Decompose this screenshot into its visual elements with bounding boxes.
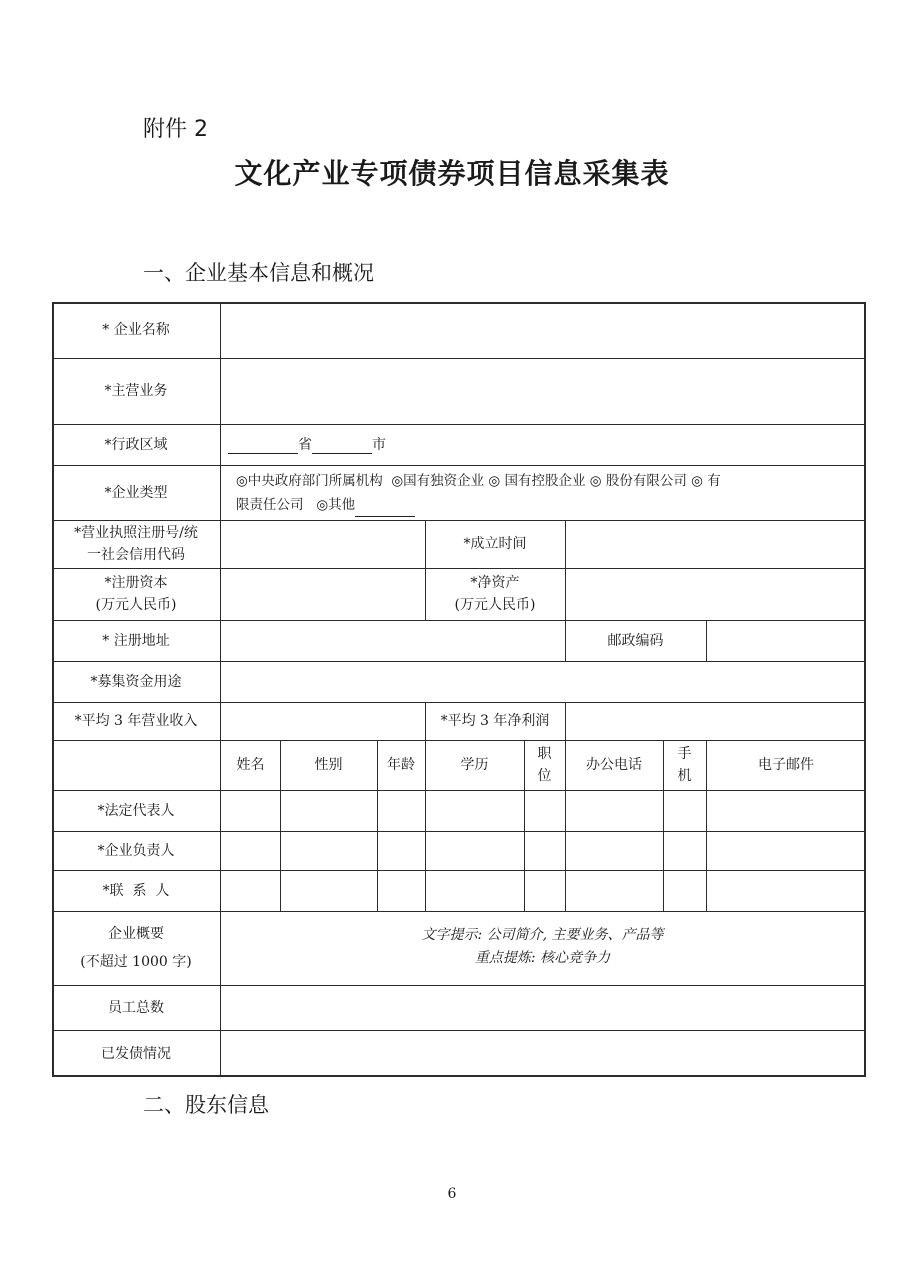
col-header-mobile	[663, 740, 706, 790]
type-options-line1[interactable]: ◎中央政府部门所属机构 ◎国有独资企业 ◎ 国有控股企业 ◎ 股份有限公司 ◎ 有	[236, 472, 721, 489]
label-company-name: * 企业名称	[102, 322, 170, 338]
section-heading-basic-info: 一、企业基本信息和概况	[143, 261, 374, 285]
label-fund-use: *募集资金用途	[90, 673, 182, 690]
field-bonds-issued[interactable]	[221, 1031, 864, 1075]
province-blank[interactable]	[228, 435, 298, 454]
field-fund-use[interactable]	[221, 662, 864, 702]
col-header-office-phone: 办公电话	[586, 757, 642, 773]
overview-hint-line1: 文字提示: 公司简介, 主要业务、产品等	[421, 927, 664, 943]
city-blank[interactable]	[312, 435, 372, 454]
label-overview-line1: 企业概要	[108, 926, 164, 942]
field-net-assets[interactable]	[566, 569, 864, 620]
company-type-options[interactable]	[236, 465, 856, 520]
label-license-line1: *营业执照注册号/统	[74, 525, 198, 541]
label-net-assets-line1: *净资产	[470, 575, 520, 591]
row-label-legal-representative: *法定代表人	[97, 802, 175, 819]
col-header-mobile-line1: 手	[677, 746, 692, 762]
field-license-number[interactable]	[221, 521, 425, 568]
label-postcode: 邮政编码	[607, 632, 664, 649]
field-postcode[interactable]	[707, 621, 864, 661]
label-avg-revenue: *平均 3 年营业收入	[74, 713, 198, 729]
field-registered-capital[interactable]	[221, 569, 425, 620]
label-main-business: *主营业务	[104, 383, 168, 399]
city-suffix: 市	[372, 436, 386, 453]
page-title: 文化产业专项债券项目信息采集表	[234, 157, 670, 190]
label-region: *行政区域	[104, 436, 168, 453]
label-established: *成立时间	[463, 536, 527, 552]
field-avg-revenue[interactable]	[221, 703, 425, 740]
label-employee-count: 员工总数	[108, 999, 164, 1016]
overview-hint-line2: 重点提炼: 核心竞争力	[474, 950, 611, 966]
field-established[interactable]	[566, 521, 864, 568]
col-header-position-line1: 职	[537, 746, 552, 762]
field-avg-profit[interactable]	[566, 703, 864, 740]
field-registered-address[interactable]	[221, 621, 565, 661]
field-region[interactable]	[228, 424, 828, 465]
province-suffix: 省	[298, 436, 312, 453]
label-reg-capital-line2: (万元人民币)	[95, 597, 177, 613]
type-option-llc[interactable]: 限责任公司	[236, 496, 304, 513]
field-company-overview[interactable]	[221, 912, 864, 985]
type-option-other[interactable]: ◎其他	[316, 496, 356, 513]
field-main-business[interactable]	[221, 359, 864, 424]
label-registered-address: * 注册地址	[102, 632, 170, 649]
attachment-label: 附件 2	[143, 117, 208, 142]
label-company-overview	[52, 911, 220, 985]
other-type-blank[interactable]	[355, 498, 415, 517]
label-company-type: *企业类型	[104, 484, 168, 501]
col-header-email: 电子邮件	[758, 757, 814, 773]
field-employee-count[interactable]	[221, 986, 864, 1030]
row-label-principal: *企业负责人	[97, 842, 175, 859]
label-net-assets-line2: (万元人民币)	[454, 597, 536, 613]
label-registered-capital	[52, 568, 220, 620]
col-header-gender: 性别	[314, 757, 343, 773]
field-company-name[interactable]	[221, 303, 864, 358]
col-header-age: 年龄	[387, 757, 415, 773]
label-bonds-issued: 已发债情况	[101, 1045, 171, 1062]
col-header-position-line2: 位	[537, 768, 552, 784]
col-header-name: 姓名	[236, 757, 265, 773]
page-number: 6	[447, 1186, 457, 1202]
row-label-contact: *联 系 人	[102, 882, 170, 899]
col-header-education: 学历	[460, 757, 489, 773]
label-net-assets	[425, 568, 565, 620]
label-avg-profit: *平均 3 年净利润	[440, 713, 550, 729]
label-reg-capital-line1: *注册资本	[104, 575, 168, 591]
col-header-mobile-line2: 机	[677, 768, 692, 784]
label-license-line2: 一社会信用代码	[87, 547, 185, 563]
type-options-line2	[236, 493, 415, 517]
label-overview-line2: (不超过 1000 字)	[80, 954, 192, 970]
section-heading-shareholders: 二、股东信息	[143, 1093, 269, 1117]
label-license-number	[52, 520, 220, 568]
col-header-position	[524, 740, 565, 790]
